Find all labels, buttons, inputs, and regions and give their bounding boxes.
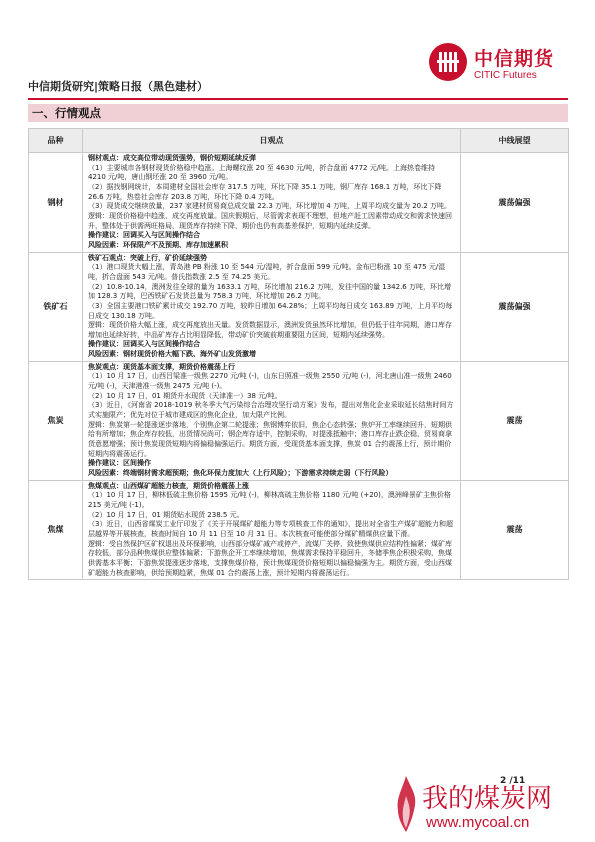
table-row	[29, 480, 569, 580]
view-paragraph: （1）10 月 17 日，柳林低硫主焦价格 1595 元/吨 (-)，柳林高硫主焦价格 1180 元/吨 (+20)，澳洲峰景矿主焦价格 215 美元/吨 (-1)。	[88, 491, 451, 509]
header-divider	[28, 98, 568, 100]
row-daily-view	[83, 153, 461, 253]
row-outlook: 震荡	[461, 480, 569, 580]
table-header-row	[29, 129, 569, 153]
watermark-brand: 我的煤炭网	[422, 784, 553, 814]
view-title: 钢材观点：成交高位带动现货强势，钢价短期延续反弹	[88, 154, 256, 162]
row-outlook: 震荡偏强	[461, 252, 569, 361]
view-paragraph: （3）现货成交继续放量，237 家建材贸易商总成交量 22.3 万吨，环比增加 4 万吨，上周平均成交量为 20.2 万吨。	[88, 202, 452, 211]
column-header-daily-view: 日观点	[83, 129, 461, 153]
market-views-table	[28, 128, 569, 580]
page-header	[28, 40, 568, 100]
view-label: 风险因素：终端钢材需求超预期；焦化环保力度加大（上行风险）；下游需求持续走弱（下行风险）	[88, 469, 393, 477]
view-paragraph: 逻辑：现货价格稳中趋涨，成交再度放量。国庆假期后，尽管需求表现不理想，但地产赶工因素带动成交和需求快速回升，整体处于供需两旺格局，现货库存持续下降，期价也仍有高基差保护，短期内延续反弹。	[88, 211, 452, 230]
view-label: 风险因素：环保限产不及预期、库存加速累积	[88, 240, 228, 249]
view-label: 操作建议：回调买入与区间操作结合	[88, 340, 200, 349]
view-paragraph: （2）10 月 17 日，01 期货升水现货（天津准一）38 元/吨。	[88, 391, 282, 400]
view-label: 风险因素：钢材现货价格大幅下跌、海外矿山发货激增	[88, 350, 256, 359]
view-paragraph: （2）据找钢网统计，本周建材全国社会库存 317.5 万吨，环比下降 35.1 万吨，钢厂库存 168.1 万吨，环比下降 26.6 万吨，热卷社会库存 203.8 万吨，环比下降 0.4 万吨。	[88, 182, 442, 201]
column-header-category: 品种	[29, 129, 83, 153]
row-daily-view	[83, 361, 461, 480]
view-title: 焦炭观点：现货基本面支撑，期货价格震荡上行	[88, 362, 235, 371]
view-paragraph: （1）港口现货大幅上涨，青岛港 PB 粉涨 10 至 544 元/湿吨，折合盘面 599 元/吨。金布巴粉涨 10 至 475 元/湿吨，折合盘面 543 元/吨。普氏指数涨 2.5 至 74.25 美元。	[88, 263, 446, 281]
view-label: 操作建议：回调买入与区间操作结合	[88, 231, 200, 240]
row-outlook: 震荡偏强	[461, 153, 569, 253]
view-paragraph: 逻辑：现货价格大幅上涨，成交再度放出天量。发货数据显示，澳洲发货虽然环比增加，但仍低于往年同期，港口库存增加也延续好转，中品矿库存占比明显降低，带动矿价突破前期重要阻力区间，短期内延续强势。	[88, 321, 452, 339]
view-paragraph: （3）全国主要港口铁矿累计成交 192.70 万吨，较昨日增加 64.28%；上周平均每日成交 163.89 万吨，上月平均每日成交 130.18 万吨。	[88, 301, 453, 320]
report-title: 中信期货研究|策略日报（黑色建材）	[28, 80, 209, 93]
view-label: 操作建议：区间操作	[88, 459, 151, 468]
row-category: 铁矿石	[29, 252, 83, 361]
view-paragraph: （3）近日，《河南省 2018-1019 秋冬季大气污染综合治理攻坚行动方案》发布，提出对焦化企业采取延长结焦时间方式实施限产；优先对位于城市建成区的焦化企业，加大限产比例。	[88, 401, 454, 420]
row-daily-view	[83, 480, 461, 580]
view-paragraph: 逻辑：焦炭第一轮提涨逐步落地，个别焦企第二轮提涨；焦钢博弈依旧，焦企心态转强；焦炉开工率继续回升，短期供给有所增加；焦企库存较低，出货情况尚可；钢企库存适中，控制采购，对提涨抵触中；港口库存止跌企稳，贸易商拿货意愿增强；预计焦炭现货短期内将偏稳偏强运行。期货方面，受现货基本面支撑，焦炭 01 合约震荡上行，预计期价短期内将震荡运行。	[88, 420, 452, 458]
view-paragraph: （3）近日，山西省煤炭工业厅印发了《关于开展煤矿超能力等专项核查工作的通知》，提出对全省生产煤矿超能力和超层越界等开展核查，核查时间自 10 月 11 日至 10 月 31 日。本次核查可能使部分煤矿精煤供应量下滑。	[88, 520, 453, 538]
watermark-url: www.mycoal.cn	[426, 814, 530, 831]
view-paragraph: （1）10 月 17 日，山西吕梁准一级焦 2270 元/吨 (-)，山东日照准一级焦 2550 元/吨 (-)，河北唐山准一级焦 2460 元/吨 (-)，天津港准一级焦 2475 元/吨 (-)。	[88, 372, 452, 391]
section-header	[28, 104, 568, 122]
logo-chinese-name: 中信期货	[474, 48, 555, 70]
row-outlook: 震荡	[461, 361, 569, 480]
table-row	[29, 153, 569, 253]
row-category: 焦煤	[29, 480, 83, 580]
view-paragraph: （1）主要城市各钢材现货价格稳中趋涨。上海螺纹涨 20 至 4630 元/吨，折合盘面 4772 元/吨。上海热卷维持 4210 元/吨，唐山钢坯涨 20 至 3960 元/吨。	[88, 163, 436, 182]
view-paragraph: 逻辑：受自然保护区矿权退出及环保影响，山西部分煤矿减产或停产，流煤厂关停，致使焦煤供应结构性偏紧；煤矿库存较低，部分品种焦煤供应整体偏紧；下游焦企开工率继续增加，焦煤需求保持平稳回升，冬储季焦企积极采购，焦煤供需基本平衡；下游焦炭提涨逐步落地，支撑焦煤价格，预计焦煤现货价格短期以偏稳偏强为主。期货方面，受山西煤矿超能力核查影响，供给预期趋紧，焦煤 01 合约震荡上涨，预计短期内将震荡运行。	[88, 539, 452, 577]
logo-english-name: CITIC Futures	[474, 70, 537, 81]
watermark	[392, 770, 592, 838]
flame-icon	[392, 774, 420, 834]
view-title: 焦煤观点：山西煤矿超能力核查，期货价格震荡上涨	[88, 481, 249, 490]
table-row	[29, 361, 569, 480]
row-category: 钢材	[29, 153, 83, 253]
section-title: 一、行情观点	[32, 106, 101, 120]
row-daily-view	[83, 252, 461, 361]
column-header-outlook: 中线展望	[461, 129, 569, 153]
table-row	[29, 252, 569, 361]
citic-futures-logo	[428, 40, 568, 88]
view-paragraph: （2）10 月 17 日，01 期货贴水现货 238.5 元。	[88, 510, 244, 519]
page-number: 2 /11	[500, 776, 526, 786]
row-category: 焦炭	[29, 361, 83, 480]
view-paragraph: （2）10.8-10.14，澳洲发往全球的量为 1633.1 万吨，环比增加 216.2 万吨，发往中国的量 1342.6 万吨，环比增加 128.3 万吨，巴西铁矿石发货总量为 758.3 万吨，环比增加 26.2 万吨。	[88, 282, 451, 301]
view-title: 铁矿石观点：突破上行，矿价延续强势	[88, 253, 207, 262]
citic-emblem-icon	[428, 42, 468, 82]
